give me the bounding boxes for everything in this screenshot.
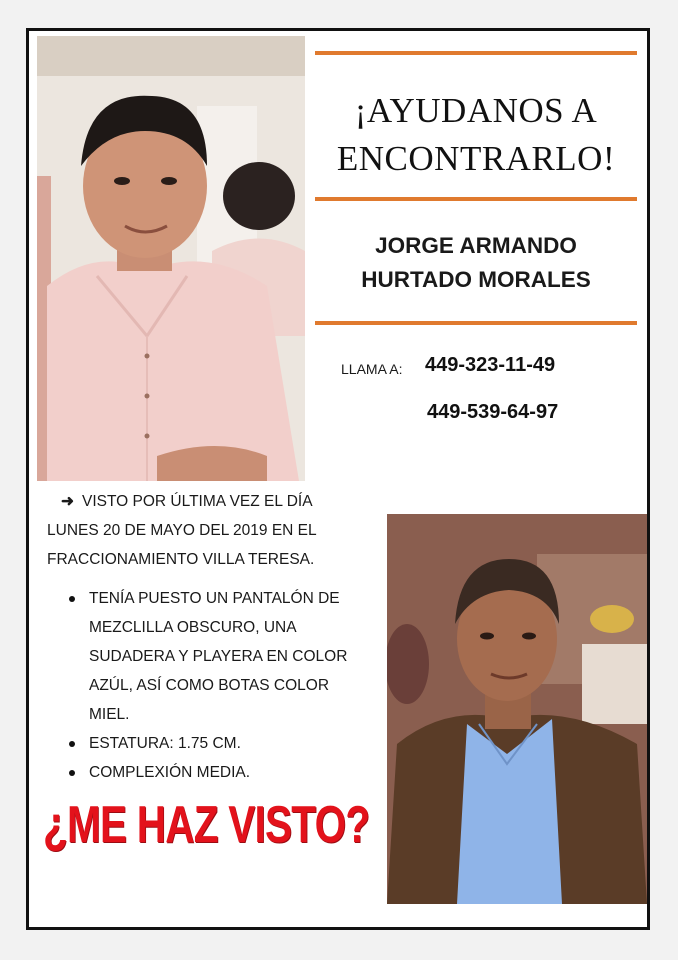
last-seen-text [47,487,369,574]
accent-rule-middle [315,197,637,201]
call-label: LLAMA A: [341,361,403,377]
name-line-1: JORGE ARMANDO [375,233,577,258]
photo-jacket-illustration [387,514,647,904]
accent-rule-bottom [315,321,637,325]
description-item-build: COMPLEXIÓN MEDIA. [63,758,363,787]
phone-number-1[interactable]: 449-323-11-49 [425,354,556,376]
headline-line-1: ¡AYUDANOS A [354,91,598,130]
have-you-seen-me-heading: ¿ME HAZ VISTO? [43,796,370,854]
last-seen-line-1 [47,487,369,516]
missing-person-poster [26,28,650,930]
headline [315,87,637,183]
last-seen-line-2: LUNES 20 DE MAYO DEL 2019 EN EL [47,522,317,539]
description-item-height: ESTATURA: 1.75 CM. [63,729,363,758]
description-list [63,584,363,787]
photo-jacket [387,514,647,904]
headline-line-2: ENCONTRARLO! [336,139,616,178]
last-seen-line-1-text: VISTO POR ÚLTIMA VEZ EL DÍA [82,493,313,510]
arrow-right-icon: ➜ [61,493,74,510]
accent-rule-top [315,51,637,55]
name-line-2: HURTADO MORALES [361,267,591,292]
missing-person-name [315,229,637,297]
photo-pink-shirt [37,36,305,481]
photo-pink-shirt-illustration [37,36,305,481]
description-item-clothing: TENÍA PUESTO UN PANTALÓN DE MEZCLILLA OBSCURO, UNA SUDADERA Y PLAYERA EN COLOR AZÚL, ASÍ COMO BOTAS COLOR MIEL. [63,584,363,729]
last-seen-line-3: FRACCIONAMIENTO VILLA TERESA. [47,551,315,568]
phone-number-2[interactable]: 449-539-64-97 [427,401,559,423]
